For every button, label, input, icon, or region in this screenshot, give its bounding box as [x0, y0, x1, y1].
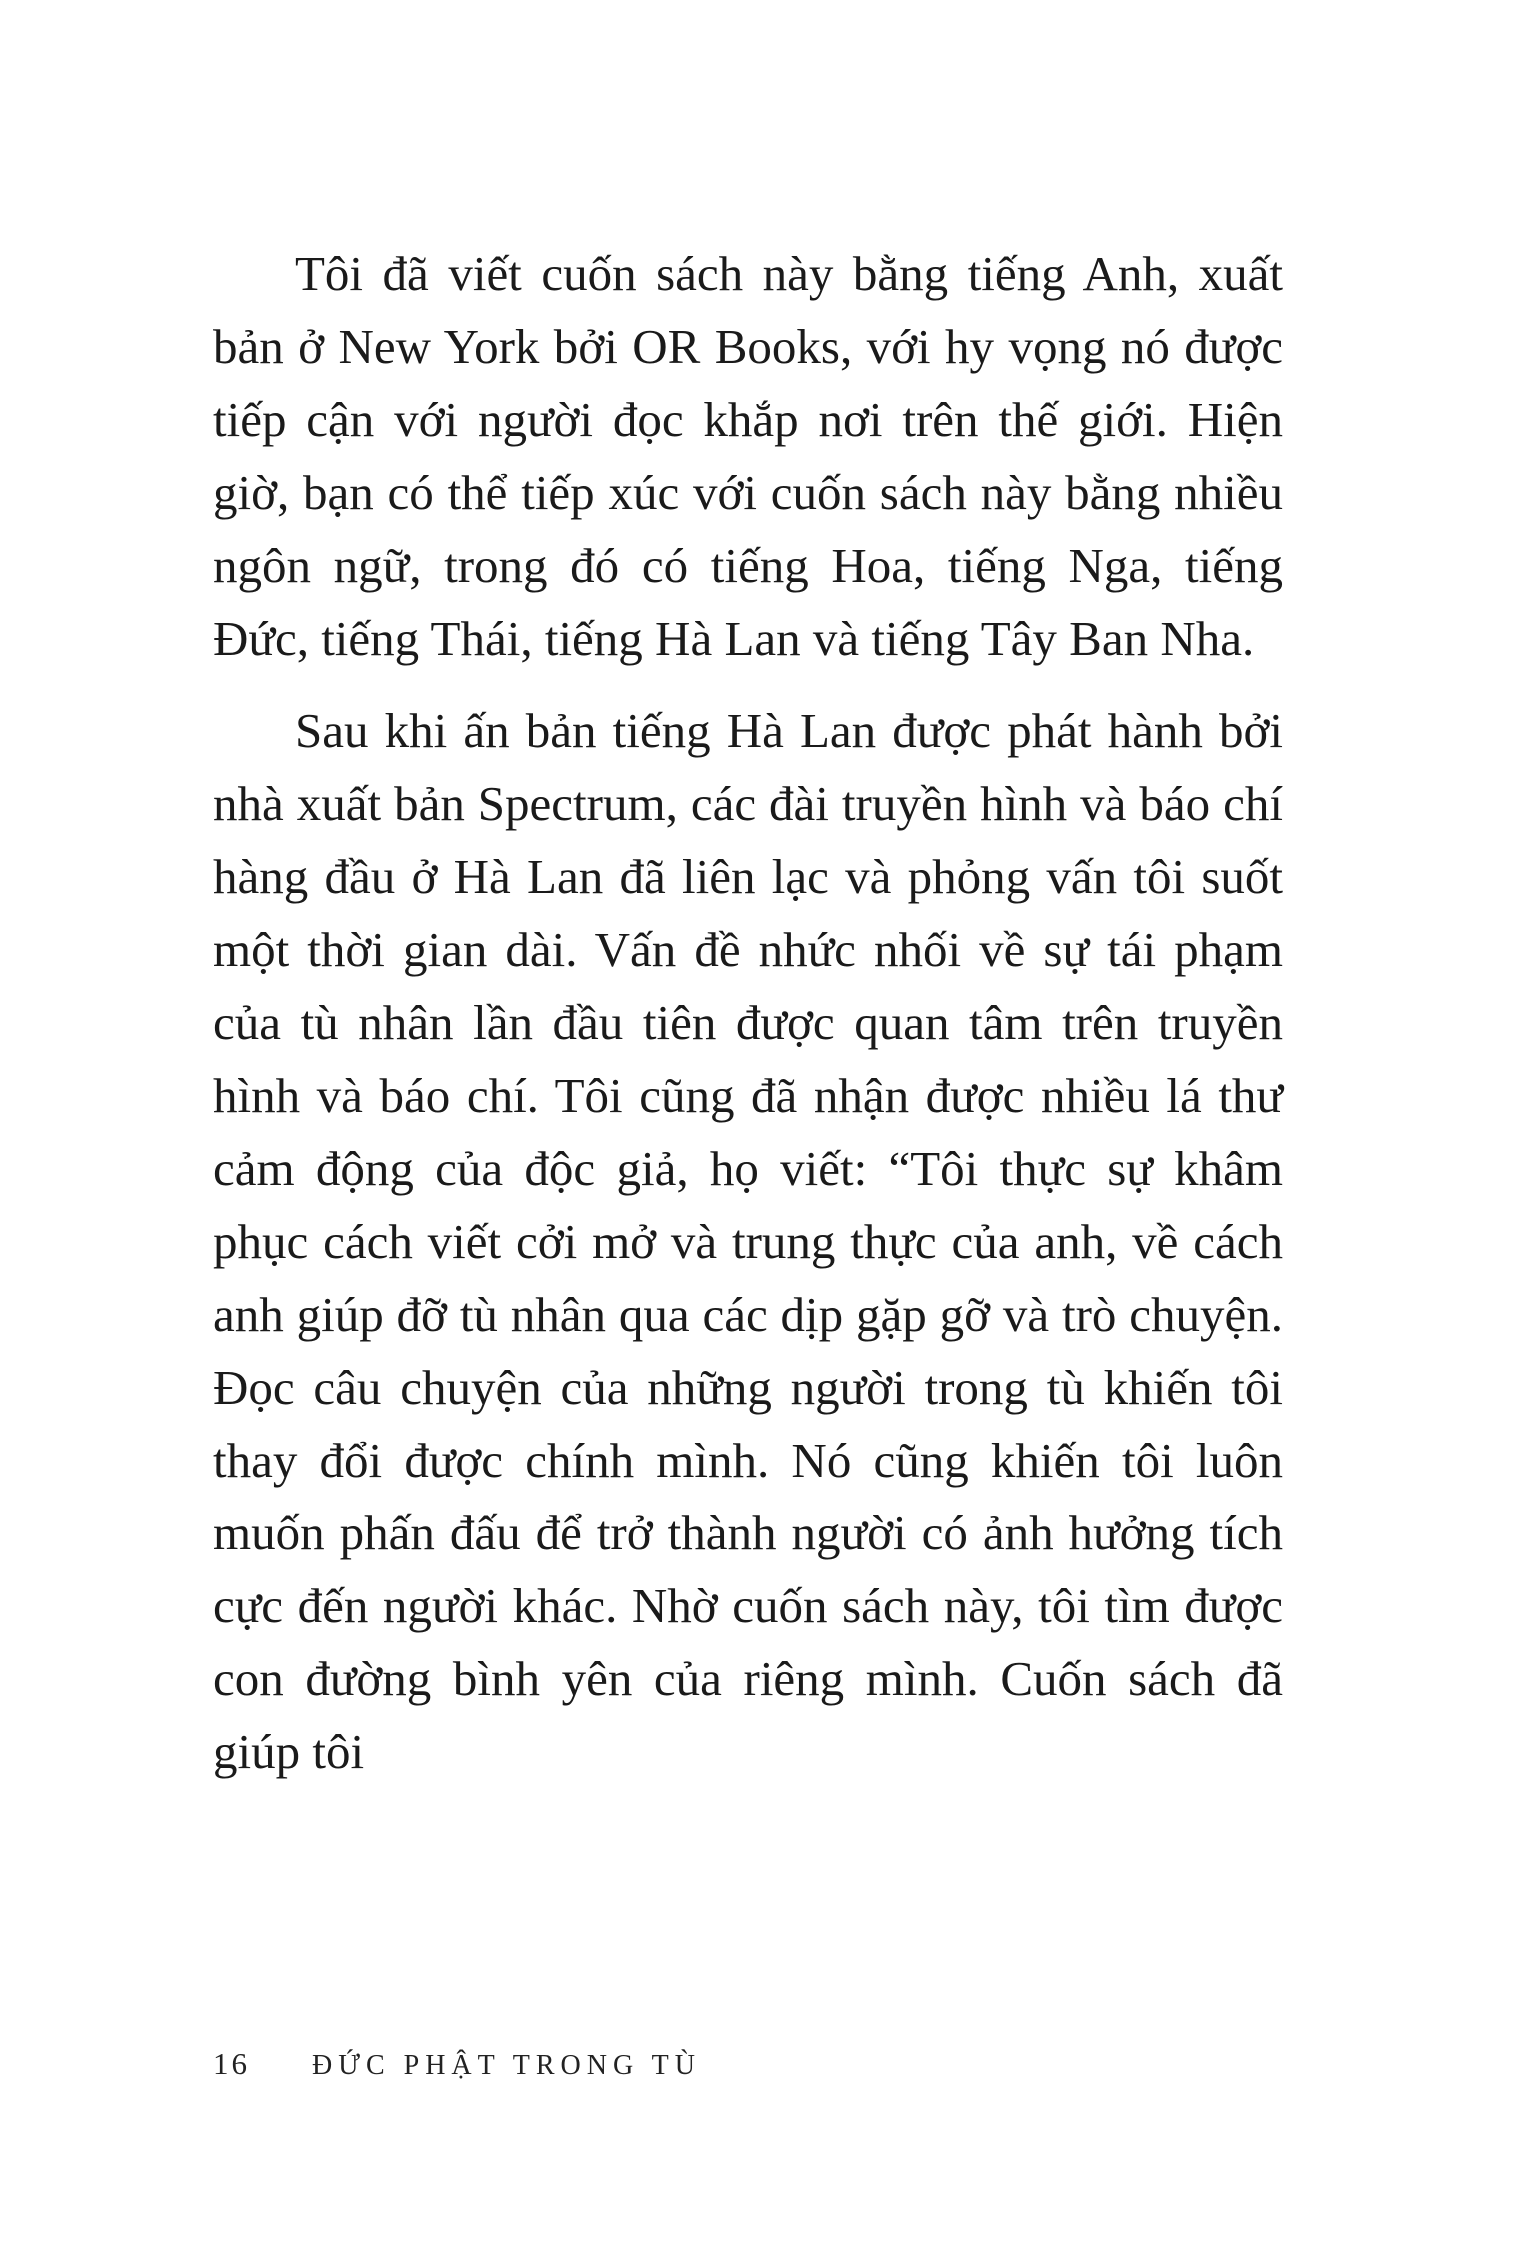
running-title: ĐỨC PHẬT TRONG TÙ: [312, 2050, 701, 2081]
paragraph-1: Tôi đã viết cuốn sách này bằng tiếng Anh, xuất bản ở New York bởi OR Books, với hy vọng nó được tiếp cận với người đọc khắp nơi trên thế giới. Hiện giờ, bạn có thể tiếp xúc với cuốn sách này bằng nhiều ngôn ngữ, trong đó có tiếng Hoa, tiếng Nga, tiếng Đức, tiếng Thái, tiếng Hà Lan và tiếng Tây Ban Nha.: [213, 246, 1283, 666]
paragraph-2: Sau khi ấn bản tiếng Hà Lan được phát hành bởi nhà xuất bản Spectrum, các đài truyền hình và báo chí hàng đầu ở Hà Lan đã liên lạc và phỏng vấn tôi suốt một thời gian dài. Vấn đề nhức nhối về sự tái phạm của tù nhân lần đầu tiên được quan tâm trên truyền hình và báo chí. Tôi cũng đã nhận được nhiều lá thư cảm động của độc giả, họ viết: “Tôi thực sự khâm phục cách viết cởi mở và trung thực của anh, về cách anh giúp đỡ tù nhân qua các dịp gặp gỡ và trò chuyện. Đọc câu chuyện của những người trong tù khiến tôi thay đổi được chính mình. Nó cũng khiến tôi luôn muốn phấn đấu để trở thành người có ảnh hưởng tích cực đến người khác. Nhờ cuốn sách này, tôi tìm được con đường bình yên của riêng mình. Cuốn sách đã giúp tôi: [213, 703, 1283, 1780]
page-number: 16: [213, 2046, 250, 2081]
page-footer: [213, 2046, 701, 2086]
body-text: [213, 238, 1283, 1789]
